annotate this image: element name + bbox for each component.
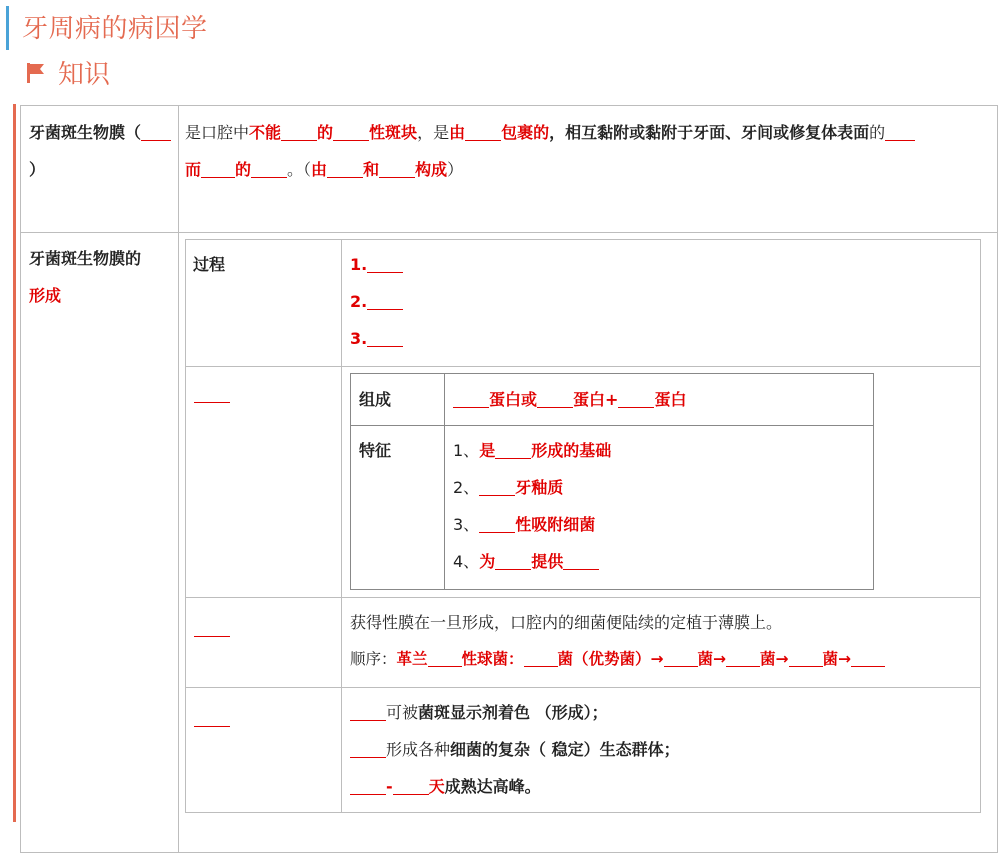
definition-row xyxy=(20,105,998,233)
left-rule xyxy=(13,104,16,822)
answer-blank xyxy=(327,159,363,178)
answer-blank xyxy=(524,649,558,667)
page-title: 牙周病的病因学 xyxy=(22,14,208,44)
maturation-line-3: - 天成熟达高峰。 xyxy=(350,768,541,805)
answer-blank xyxy=(726,649,760,667)
process-step-2: 2. xyxy=(350,283,403,320)
answer-blank xyxy=(194,708,230,727)
answer-blank xyxy=(333,122,369,141)
answer-blank xyxy=(281,122,317,141)
answer-blank xyxy=(367,328,403,347)
adhesion-detail-cell xyxy=(341,597,981,688)
formation-label-cell xyxy=(21,232,179,852)
formation-inner-table xyxy=(185,239,979,813)
maturation-line-2: 形成各种细菌的复杂（ 稳定）生态群体； xyxy=(350,731,680,768)
answer-blank xyxy=(428,649,462,667)
process-step-3: 3. xyxy=(350,320,403,357)
answer-blank xyxy=(194,384,230,404)
definition-line-1: 是口腔中不能 的 性斑块，是由 包裹的，相互黏附或黏附于牙面、牙间或修复体表面的 xyxy=(185,114,915,151)
answer-blank xyxy=(379,159,415,178)
answer-blank xyxy=(350,702,386,721)
formation-label: 牙菌斑生物膜的 xyxy=(29,249,142,268)
feature-label-cell xyxy=(350,425,445,590)
answer-blank xyxy=(367,291,403,310)
knowledge-table xyxy=(20,105,998,845)
answer-blank xyxy=(453,389,489,408)
answer-blank xyxy=(393,776,429,795)
composition-value-cell xyxy=(444,373,874,426)
process-label-cell xyxy=(185,239,342,367)
section-label: 知识 xyxy=(58,60,111,90)
flag-icon xyxy=(26,62,46,84)
answer-blank xyxy=(350,739,386,758)
answer-blank xyxy=(194,708,230,728)
composition-label: 组成 xyxy=(359,390,392,409)
answer-blank xyxy=(479,477,515,496)
answer-blank xyxy=(479,514,515,533)
formation-label-red: 形成 xyxy=(29,286,62,305)
answer-blank xyxy=(201,159,235,178)
answer-blank xyxy=(194,618,230,637)
answer-blank xyxy=(885,122,915,141)
answer-blank xyxy=(141,122,171,141)
title-accent-bar xyxy=(6,6,9,50)
adhesion-description: 获得性膜在一旦形成，口腔内的细菌便陆续的定植于薄膜上。 xyxy=(350,613,783,632)
answer-blank xyxy=(367,254,403,273)
feature-4: 4、为 提供 xyxy=(453,543,599,580)
maturation-label-cell xyxy=(185,687,342,813)
answer-blank xyxy=(789,649,823,667)
feature-2: 2、 牙釉质 xyxy=(453,478,564,497)
composition-value: 蛋白或 蛋白+ 蛋白 xyxy=(453,381,686,418)
composition-label-cell xyxy=(350,373,445,426)
answer-blank xyxy=(495,440,531,459)
answer-blank xyxy=(194,618,230,638)
section-heading xyxy=(26,54,110,91)
process-steps-cell xyxy=(341,239,981,367)
maturation-detail-cell xyxy=(341,687,981,813)
answer-blank xyxy=(664,649,698,667)
maturation-line-1: 可被菌斑显示剂着色 （形成）； xyxy=(350,694,608,731)
answer-blank xyxy=(194,384,230,403)
answer-blank xyxy=(495,551,531,570)
feature-label: 特征 xyxy=(359,441,392,460)
pellicle-detail-cell xyxy=(341,366,981,598)
definition-line-2: 而 的 。（由 和 构成） xyxy=(185,160,464,179)
feature-3: 3、 性吸附细菌 xyxy=(453,515,596,534)
answer-blank xyxy=(851,649,885,667)
process-step-1: 1. xyxy=(350,246,403,283)
adhesion-order: 顺序：革兰 性球菌： 菌（优势菌）→ 菌→ 菌→ 菌→ xyxy=(350,641,885,678)
answer-blank xyxy=(465,122,501,141)
pellicle-label-cell xyxy=(185,366,342,598)
formation-row xyxy=(20,232,998,853)
feature-1: 1、是 形成的基础 xyxy=(453,441,612,460)
definition-label: 牙菌斑生物膜（ xyxy=(29,114,171,151)
answer-blank xyxy=(537,389,573,408)
process-label: 过程 xyxy=(193,255,226,274)
answer-blank xyxy=(563,551,599,570)
feature-list-cell xyxy=(444,425,874,590)
answer-blank xyxy=(251,159,287,178)
answer-blank xyxy=(350,776,386,795)
definition-label-cell xyxy=(21,106,179,232)
definition-label-close: ） xyxy=(29,160,46,179)
adhesion-label-cell xyxy=(185,597,342,688)
answer-blank xyxy=(618,389,654,408)
